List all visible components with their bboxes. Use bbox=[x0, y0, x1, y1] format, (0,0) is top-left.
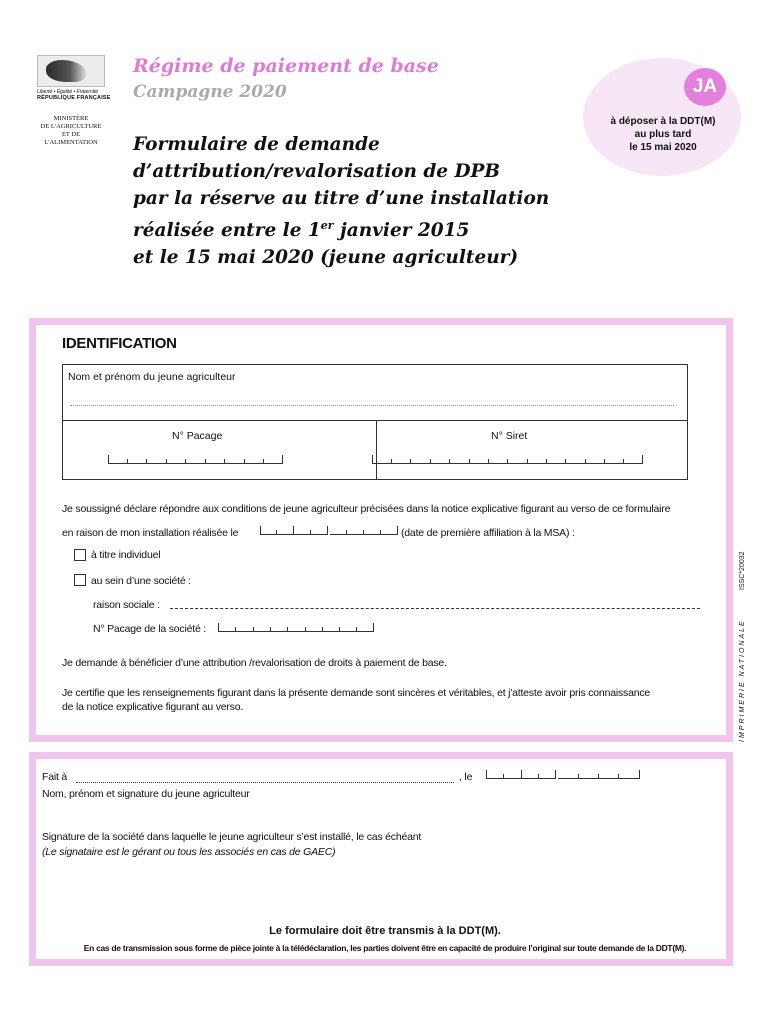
installation-date-day-month[interactable] bbox=[260, 527, 328, 535]
individual-checkbox[interactable] bbox=[74, 549, 86, 561]
request-text: Je demande à bénéficier d’une attribution /revalorisation de droits à paiement de base. bbox=[62, 657, 447, 669]
certify-line1: Je certifie que les renseignements figurant dans la présente demande sont sincères et véritables, et j'atteste avoir pris connaissance bbox=[62, 687, 651, 699]
form-code: ISSC*20032 bbox=[739, 551, 746, 590]
pacage-label: N° Pacage bbox=[172, 430, 223, 442]
fait-field[interactable] bbox=[76, 771, 454, 783]
installation-date-year[interactable] bbox=[330, 527, 398, 535]
individual-label: à titre individuel bbox=[91, 549, 161, 561]
printer-mark: IMPRIMERIE NATIONALE bbox=[739, 619, 746, 742]
certify-line2: de la notice explicative figurant au verso. bbox=[62, 701, 244, 713]
company-signature-label: Signature de la société dans laquelle le jeune agriculteur s’est installé, le cas échéant bbox=[42, 831, 422, 843]
transmit-notice: Le formulaire doit être transmis à la DDT(M). bbox=[269, 925, 501, 937]
identification-heading: IDENTIFICATION bbox=[62, 335, 177, 352]
transmit-note: En cas de transmission sous forme de pièce jointe à la télédéclaration, les parties doivent être en capacité de produire l’original sur toute demande de la DDT(M). bbox=[83, 943, 687, 953]
form-title: Formulaire de demande d’attribution/revalorisation de DPB par la réserve au titre d’une installation réalisée entre le 1er janvier 2015 et le 15 mai 2020 (jeune agriculteur) bbox=[133, 134, 550, 269]
regime-title: Régime de paiement de base bbox=[133, 55, 439, 77]
pacage-societe-field[interactable] bbox=[218, 624, 374, 632]
ja-badge: JA bbox=[684, 68, 726, 106]
raison-sociale-label: raison sociale : bbox=[93, 599, 160, 611]
logo-motto: Liberté • Égalité • Fraternité bbox=[37, 89, 99, 95]
declaration-line1: Je soussigné déclare répondre aux conditions de jeune agriculteur précisées dans la notice explicative figurant au verso de ce formulaire bbox=[62, 503, 671, 515]
pacage-field[interactable] bbox=[108, 456, 283, 464]
fait-label: Fait à bbox=[42, 771, 68, 783]
declaration-line2-post: (date de première affiliation à la MSA) : bbox=[401, 527, 575, 539]
deposit-deadline: à déposer à la DDT(M) au plus tard le 15 mai 2020 bbox=[610, 116, 716, 153]
campagne-subtitle: Campagne 2020 bbox=[133, 82, 287, 102]
republic-logo bbox=[37, 55, 111, 101]
company-checkbox[interactable] bbox=[74, 574, 86, 586]
name-label: Nom et prénom du jeune agriculteur bbox=[68, 371, 236, 383]
raison-sociale-field[interactable] bbox=[170, 598, 700, 609]
siret-field[interactable] bbox=[372, 456, 643, 464]
signature-date-day-month[interactable] bbox=[486, 771, 556, 779]
pacage-societe-label: N° Pacage de la société : bbox=[93, 623, 207, 635]
name-field[interactable] bbox=[70, 405, 674, 406]
logo-republique: RÉPUBLIQUE FRANÇAISE bbox=[37, 95, 111, 101]
siret-label: N° Siret bbox=[491, 430, 528, 442]
ministere-label: MINISTÈRE DE L'AGRICULTURE ET DE L'ALIMENTATION bbox=[40, 115, 102, 146]
marianne-logo-icon bbox=[37, 55, 105, 87]
name-signature-label: Nom, prénom et signature du jeune agriculteur bbox=[42, 788, 250, 800]
le-label: , le bbox=[459, 771, 473, 783]
declaration-line2-pre: en raison de mon installation réalisée le bbox=[62, 527, 239, 539]
signature-date-year[interactable] bbox=[558, 771, 640, 779]
company-signature-note: (Le signataire est le gérant ou tous les associés en cas de GAEC) bbox=[42, 846, 336, 858]
company-label: au sein d’une société : bbox=[91, 575, 191, 587]
